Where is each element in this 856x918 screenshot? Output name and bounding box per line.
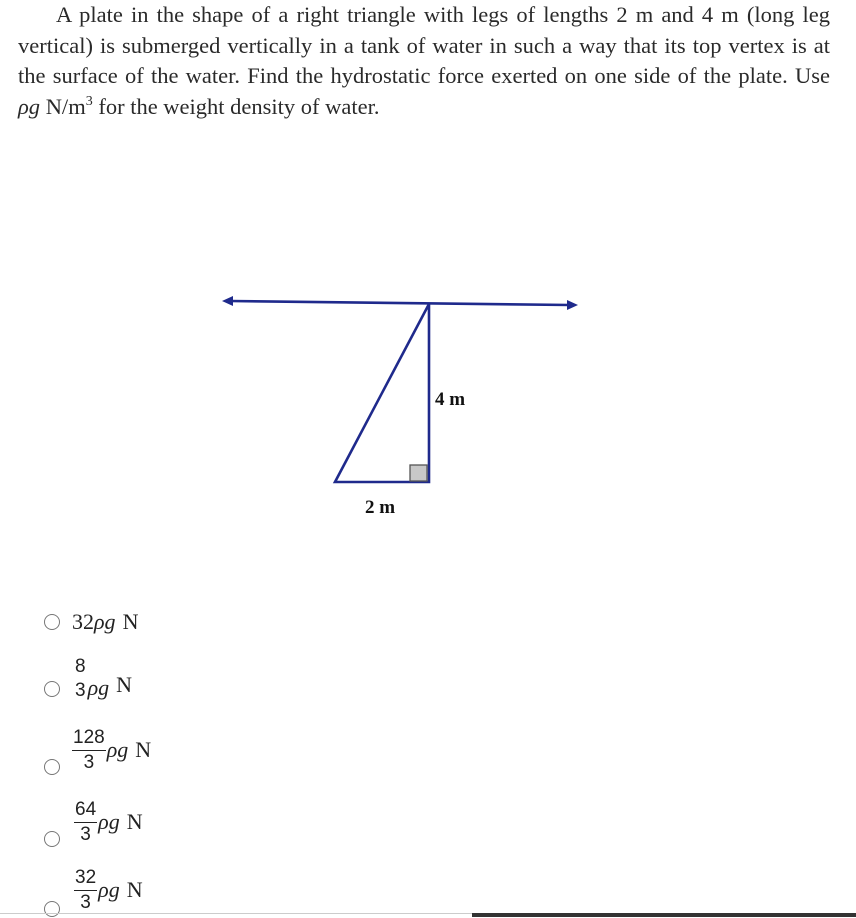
- bottom-divider: [472, 913, 856, 917]
- choice-4-expression: [74, 800, 143, 845]
- radio-button-5[interactable]: [44, 901, 60, 917]
- choice-3-numerator: 128: [72, 728, 106, 751]
- density-symbol: ρg: [18, 93, 41, 119]
- choice-4-symbol: ρg: [98, 809, 120, 834]
- choice-2-denominator: 3: [75, 680, 86, 701]
- water-surface-line: [230, 301, 570, 305]
- choice-3-symbol: ρg: [106, 737, 129, 762]
- choice-2-symbol: ρg: [87, 675, 110, 700]
- vertical-leg-label: 4 m: [435, 389, 466, 410]
- choice-2-expression: [74, 657, 132, 701]
- choice-5-fraction: [74, 868, 97, 913]
- choice-3-fraction: [72, 728, 106, 773]
- question-part1: A plate in the shape of a right triangle with legs of lengths 2 m and 4 m (long leg vertical) is submerged vertically in a tank of water in such a way that its top vertex is at the surface of the water. Find the hydrostatic force exerted on one side of the plate. Use: [18, 2, 830, 88]
- choice-4-unit: N: [126, 809, 143, 834]
- choice-1-coefficient: 32: [72, 609, 94, 634]
- unit-exponent: 3: [85, 93, 93, 109]
- choice-2-fraction: [74, 657, 87, 701]
- choice-2-numerator: 8: [75, 656, 86, 677]
- bottom-divider-light: [0, 913, 472, 914]
- unit-base: N/m: [40, 93, 86, 119]
- choice-3-denominator: 3: [83, 751, 95, 773]
- radio-button-1[interactable]: [44, 614, 60, 630]
- choice-5-unit: N: [126, 877, 143, 902]
- choice-option-2[interactable]: [44, 651, 132, 701]
- choice-option-5[interactable]: [44, 862, 143, 918]
- radio-button-4[interactable]: [44, 831, 60, 847]
- left-arrow-head: [222, 296, 233, 306]
- choice-3-expression: [72, 728, 151, 773]
- right-arrow-head: [567, 300, 578, 310]
- choice-1-symbol: ρg: [94, 609, 116, 634]
- choice-4-denominator: 3: [80, 823, 91, 845]
- radio-button-3[interactable]: [44, 759, 60, 775]
- choice-4-numerator: 64: [74, 800, 97, 823]
- radio-button-2[interactable]: [44, 681, 60, 697]
- choice-1-expression: [72, 609, 138, 635]
- choice-2-unit: N: [116, 672, 133, 697]
- choice-option-3[interactable]: [44, 720, 151, 780]
- question-part2: for the weight density of water.: [92, 93, 380, 119]
- choice-5-expression: [74, 868, 143, 913]
- choice-4-fraction: [74, 800, 97, 845]
- choice-5-numerator: 32: [74, 868, 97, 891]
- choice-option-4[interactable]: [44, 792, 143, 852]
- choice-1-unit: N: [122, 609, 139, 634]
- choice-3-unit: N: [135, 737, 152, 762]
- triangle-plate: [335, 304, 429, 482]
- choice-option-1[interactable]: [44, 602, 138, 642]
- choice-5-symbol: ρg: [98, 877, 120, 902]
- right-angle-marker: [410, 465, 427, 481]
- horizontal-leg-label: 2 m: [365, 497, 396, 518]
- choice-5-denominator: 3: [80, 891, 91, 913]
